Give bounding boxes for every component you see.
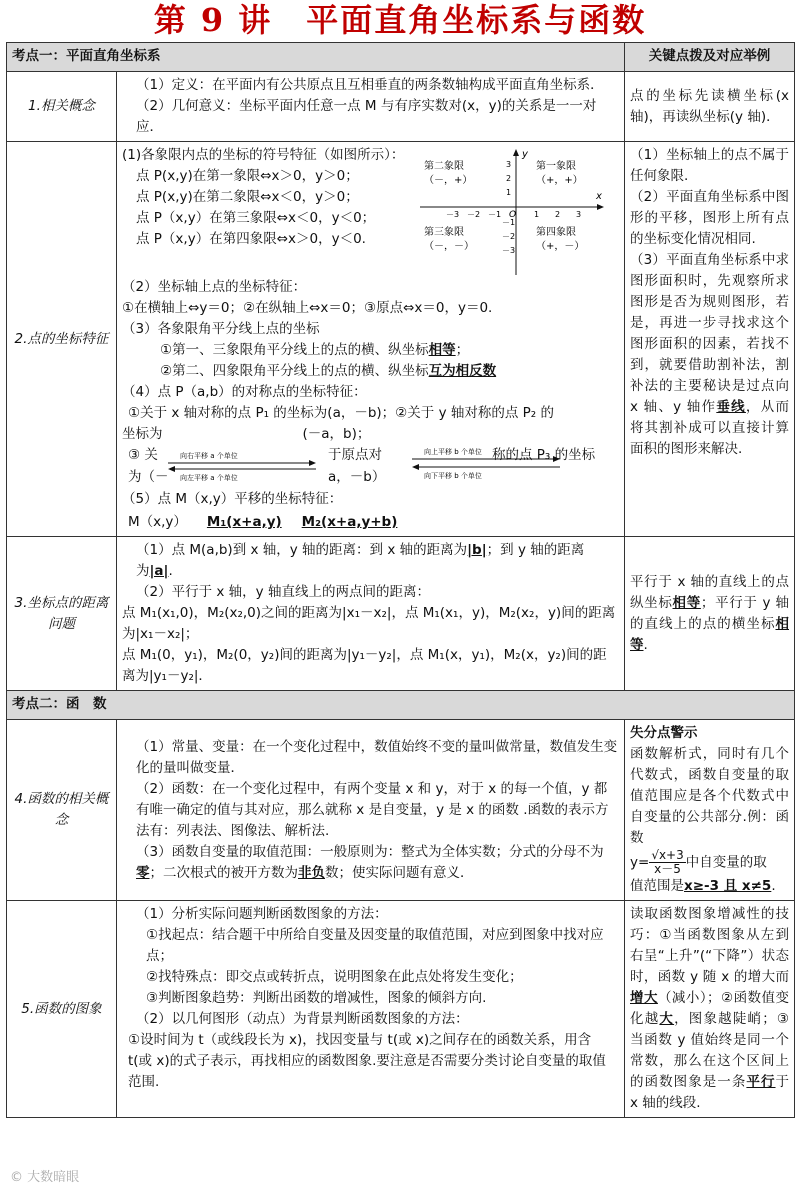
quadrant-3-sign: （－，－） bbox=[424, 241, 474, 252]
y-tick: 2 bbox=[506, 174, 512, 183]
text-line: ①关于 x 轴对称的点 P₁ 的坐标为(a，－b)；②关于 y 轴对称的点 P₂ 的 bbox=[128, 405, 554, 421]
emphasis: 相等 bbox=[428, 342, 456, 358]
text-line: （1）定义：在平面内有公共原点且互相垂直的两条数轴构成平面直角坐标系． bbox=[136, 77, 604, 93]
text-line: 点 P（x,y）在第三象限⇔x＜0，y＜0； bbox=[136, 210, 376, 226]
text-line: ①设时间为 t（或线段长为 x)，找因变量与 t(或 x)之间存在的函数关系，用含 t(或 x)的式子表示，再找相应的函数图象.要注意是否需要分类讨论自变量的取值范围. bbox=[128, 1032, 606, 1090]
text-line: （2）几何意义：坐标平面内任意一点 M 与有序实数对(x，y)的关系是一一对应． bbox=[136, 98, 597, 135]
translation-arrows: ③ 关 为（－ 向右平移 a 个单位 向左平移 a 个单位 于原点对 a，－b） 向上平移 b 个单位 向下平移 b 个单位 称的点 P₃ 的坐标 bbox=[128, 447, 596, 485]
text-line: ①在横轴上⇔y＝0；②在纵轴上⇔x＝0；③原点⇔x＝0，y＝0. bbox=[122, 300, 493, 316]
x-axis-label: x bbox=[596, 191, 602, 202]
text-line: （1）常量、变量：在一个变化过程中，数值始终不变的量叫做常量，数值发生变化的量叫做变量． bbox=[136, 738, 618, 776]
text-line: （2）函数：在一个变化过程中，有两个变量 x 和 y，对于 x 的每一个值，y 都有唯一确定的值与其对应，那么就称 x 是自变量，y 是 x 的函数 .函数的表示方法有：列表法、图像法、解析法. bbox=[136, 780, 609, 839]
x-tick: 3 bbox=[576, 210, 582, 219]
origin-label: O bbox=[509, 210, 517, 220]
text-line: （3）各象限角平分线上点的坐标 bbox=[122, 321, 320, 337]
row-content bbox=[117, 72, 625, 142]
knowledge-table bbox=[6, 42, 795, 1118]
row-content bbox=[117, 142, 625, 537]
quadrant-3-label: 第三象限 bbox=[424, 227, 464, 238]
y-tick: －3 bbox=[502, 246, 516, 255]
text-line: ①第一、三象限角平分线上的点的横、纵坐标相等； bbox=[160, 342, 470, 358]
row-tip: 平行于 x 轴的直线上的点纵坐标相等；平行于 y 轴的直线上的点的横坐标相等. bbox=[625, 537, 795, 691]
text-line: ②第二、四象限角平分线上的点的横、纵坐标互为相反数 bbox=[160, 363, 497, 379]
table-row bbox=[7, 901, 795, 1118]
text-line: （3）函数自变量的取值范围：一般原则为：整式为全体实数；分式的分母不为零；二次根式的被开方数为非负数；使实际问题有意义． bbox=[136, 843, 604, 881]
quadrant-1-sign: （+，+） bbox=[536, 175, 583, 186]
table-row bbox=[7, 72, 795, 142]
text-line: ②找特殊点：即交点或转折点，说明图象在此点处将发生变化； bbox=[146, 969, 523, 985]
quadrant-1-label: 第一象限 bbox=[536, 161, 576, 172]
arrow-left-right bbox=[162, 449, 322, 483]
x-tick: 2 bbox=[555, 210, 561, 219]
text-line: (1)各象限内点的坐标的符号特征（如图所示）： bbox=[122, 147, 405, 163]
table-row bbox=[7, 720, 795, 901]
watermark: © 大数暗眼 bbox=[10, 1170, 80, 1185]
row-content bbox=[117, 720, 625, 901]
text-line: （1）点 M(a,b)到 x 轴，y 轴的距离：到 x 轴的距离为|b|；到 y 轴的距离为|a|. bbox=[136, 542, 585, 579]
text-line: ③判断图象趋势：判断出函数的增减性，图象的倾斜方向. bbox=[146, 990, 487, 1006]
text-line: 点 M₁(x₁,0)，M₂(x₂,0)之间的距离为|x₁－x₂|，点 M₁(x₁，y)，M₂(x₂，y)间的距离为|x₁－x₂|； bbox=[122, 605, 616, 642]
text-line: （2）平行于 x 轴，y 轴直线上的两点间的距离： bbox=[136, 584, 430, 600]
quadrant-2-label: 第二象限 bbox=[424, 161, 464, 172]
x-tick: 1 bbox=[534, 210, 540, 219]
row-name: 5.函数的图象 bbox=[7, 901, 117, 1118]
text-line: 点 P(x,y)在第一象限⇔x＞0，y＞0； bbox=[136, 168, 359, 184]
text-line: （2）以几何图形（动点）为背景判断函数图象的方法： bbox=[136, 1011, 469, 1027]
row-name: 3.坐标点的距离问题 bbox=[7, 537, 117, 691]
row-tip: （1）坐标轴上的点不属于任何象限. （2）平面直角坐标系中图形的平移，图形上所有点的坐标变化情况相同. （3）平面直角坐标系中求图形面积时，先观察所求图形是否为规则图形，若是，再进一步寻找求这个图形面积的因素，若找不到，就要借助割补法，割补法的主要秘诀是过点向 x 轴、y 轴作垂线，从而将其割补成可以直接计算面积的图形来解决. bbox=[625, 142, 795, 537]
row-name: 2.点的坐标特征 bbox=[7, 142, 117, 537]
quadrant-graph bbox=[418, 147, 608, 277]
y-tick: 3 bbox=[506, 160, 512, 169]
quadrant-2-sign: （－，+） bbox=[424, 175, 473, 186]
section-header-coordinate bbox=[7, 43, 795, 72]
row-tip: 失分点警示 函数解析式，同时有几个代数式，函数自变量的取值范围应是各个代数式中自变量的公共部分.例：函数 y= $\frac{√x+3}{x-5}$ 中自变量的取 值范围是x≥-3 且 x≠5. bbox=[625, 720, 795, 901]
y-tick: －2 bbox=[502, 232, 516, 241]
text-line: 点 P(x,y)在第二象限⇔x＜0，y＞0； bbox=[136, 189, 359, 205]
text-line: （1）分析实际问题判断函数图象的方法： bbox=[136, 906, 388, 922]
y-tick: 1 bbox=[506, 188, 512, 197]
row-name: 1.相关概念 bbox=[7, 72, 117, 142]
page-title: 第 9 讲 平面直角坐标系与函数 bbox=[153, 1, 647, 39]
x-tick: －1 bbox=[488, 210, 502, 219]
text-line: 点 P（x,y）在第四象限⇔x＞0，y＜0. bbox=[136, 231, 366, 247]
section-heading: 考点一：平面直角坐标系 bbox=[7, 43, 625, 72]
row-content bbox=[117, 537, 625, 691]
y-axis-label: y bbox=[522, 149, 528, 160]
tips-heading: 关键点拨及对应举例 bbox=[625, 43, 795, 72]
emphasis: 互为相反数 bbox=[428, 363, 497, 379]
quadrant-block bbox=[122, 145, 619, 277]
quadrant-4-label: 第四象限 bbox=[536, 227, 576, 238]
x-tick: －3 bbox=[446, 210, 460, 219]
quadrant-4-sign: （+，－） bbox=[536, 241, 585, 252]
text-line: （4）点 P（a,b）的对称点的坐标特征： bbox=[122, 384, 367, 400]
table-row bbox=[7, 537, 795, 691]
text-line: （5）点 M（x,y）平移的坐标特征： bbox=[122, 491, 343, 507]
text-line: 坐标为 (－a，b)； bbox=[122, 426, 371, 442]
row-tip: 读取函数图象增减性的技巧：①当函数图象从左到右呈“上升”(“下降”）状态时，函数 y 随 x 的增大而增大（减小）；②函数值变化越大，图象越陡峭；③当函数 y 值始终是同一个常数，那么在这个区间上的函数图象是一条平行于 x 轴的线段. bbox=[625, 901, 795, 1118]
text-line: 点 M₁(0，y₁)，M₂(0，y₂)间的距离为|y₁－y₂|，点 M₁(x，y₁)，M₂(x，y₂)间的距离为|y₁－y₂|． bbox=[122, 647, 607, 684]
section-header-function bbox=[7, 691, 795, 720]
row-name: 4.函数的相关概念 bbox=[7, 720, 117, 901]
section-heading: 考点二：函 数 bbox=[7, 691, 795, 720]
text-line: ①找起点：结合题干中所给自变量及因变量的取值范围，对应到图象中找对应点； bbox=[146, 927, 604, 964]
text-line: （2）坐标轴上点的坐标特征： bbox=[122, 279, 307, 295]
svg-text:向左平移 a 个单位: 向左平移 a 个单位 bbox=[180, 474, 238, 482]
y-tick: －1 bbox=[502, 218, 516, 227]
table-row bbox=[7, 142, 795, 537]
svg-text:向右平移 a 个单位: 向右平移 a 个单位 bbox=[180, 452, 238, 460]
text-line: M（x,y） M₁(x+a,y) M₂(x+a,y+b) bbox=[128, 514, 398, 530]
row-tip: 点的坐标先读横坐标(x 轴)，再读纵坐标(y 轴)． bbox=[625, 72, 795, 142]
svg-text:向下平移 b 个单位: 向下平移 b 个单位 bbox=[424, 472, 482, 480]
row-content bbox=[117, 901, 625, 1118]
svg-text:向上平移 b 个单位: 向上平移 b 个单位 bbox=[424, 448, 482, 456]
x-tick: －2 bbox=[467, 210, 481, 219]
